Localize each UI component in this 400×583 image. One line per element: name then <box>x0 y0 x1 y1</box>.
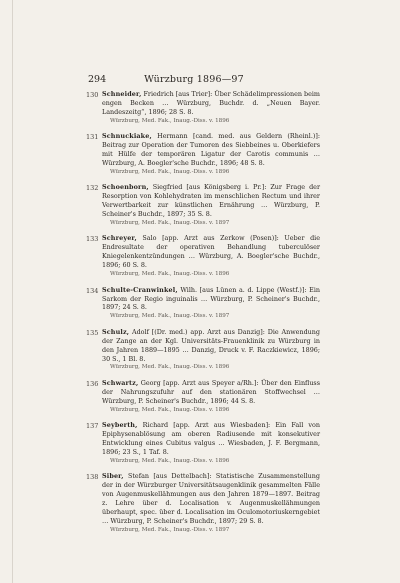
entry-text: Salo [app. Arzt aus Zerkow (Posen)]: Ueber die Endresultate der operativen Behandlung tuberculöser Kniegelenkentzündungen … Würzburg, A. Boegler'sche Buchdr., 1896; 60 S. 8. <box>102 234 320 270</box>
entry-number: 135 <box>86 328 99 337</box>
entry-citation <box>102 132 320 168</box>
entry-text: Stefan [aus Dettelbach]: Statistische Zusammenstellung der in der Würzburger Universitätsaugenklinik gesammelten Fälle von Augenmuskellähmungen aus den Jahren 1879—1897. Beitrag z. Lehre über d. Localisation v. Augenmuskellähmungen überhaupt, spec. über d. Localisation im Oculomotoriuskerngebiet … Würzburg, P. Scheiner's Buchdr., 1897; 29 S. 8. <box>102 472 320 525</box>
entry-text: Siegfried [aus Königsberg i. Pr.]: Zur Frage der Resorption von Kohlehydraten im menschlichen Rectum und ihrer Verwertbarkeit zur künstlichen Ernährung … Würzburg, P. Scheiner's Buchdr., 1897; 35 S. 8. <box>102 183 320 219</box>
entry-note: Würzburg, Med. Fak., Inaug.-Diss. v. 1897 <box>110 219 230 226</box>
page-gutter-line <box>12 0 13 583</box>
entry-number: 131 <box>86 133 99 142</box>
entry-citation <box>102 421 320 457</box>
entry-author: Seyberth, <box>102 421 138 430</box>
entry-citation <box>102 90 320 117</box>
entry-text: Georg [app. Arzt aus Speyer a/Rh.]: Über den Einfluss der Nahrungszufuhr auf den stationären Stoffwechsel … Würzburg, P. Scheiner's Buchdr., 1896; 44 S. 8. <box>102 378 320 405</box>
entry-citation <box>102 328 320 364</box>
entry-author: Schreyer, <box>102 234 137 243</box>
entry-citation <box>102 472 320 525</box>
entry-number: 133 <box>86 235 99 244</box>
entry-citation <box>102 183 320 219</box>
entry-number: 137 <box>86 422 99 431</box>
entry-citation <box>102 234 320 270</box>
entry-note: Würzburg, Med. Fak., Inaug.-Diss. v. 1896 <box>110 117 230 124</box>
entry-text: Wilh. [aus Lünen a. d. Lippe (Westf.)]: Ein Sarkom der Regio inguinalis … Würzburg, P. Scheiner's Buchdr., 1897; 24 S. 8. <box>102 285 320 312</box>
entry-citation <box>102 379 320 406</box>
entry-number: 130 <box>86 91 99 99</box>
entry-note: Würzburg, Med. Fak., Inaug.-Diss. v. 1896 <box>110 168 230 175</box>
entry-list <box>86 90 320 541</box>
entry-note: Würzburg, Med. Fak., Inaug.-Diss. v. 1896 <box>110 271 230 278</box>
entry-text: Richard [app. Arzt aus Wiesbaden]: Ein Fall von Epiphysenablösung am oberen Radiusende mit konsekutiver Entwicklung eines Cubitus valgus … Wiesbaden, J. F. Bergmann, 1896; 23 S., 1 Taf. 8. <box>102 421 320 456</box>
entry-note: Würzburg, Med. Fak., Inaug.-Diss. v. 1897 <box>110 313 230 320</box>
page-header <box>88 74 300 86</box>
list-item <box>86 132 320 176</box>
entry-text: Adolf [(Dr. med.) app. Arzt aus Danzig]: Die Anwendung der Zange an der Kgl. Universitäts-Frauenklinik zu Würzburg in den Jahren 1889—1895 … Danzig, Druck v. F. Raczkiewicz, 1896; 30 S., 1 Bl. 8. <box>102 327 320 363</box>
entry-author: Schneider, <box>102 90 142 98</box>
list-item <box>86 328 320 372</box>
entry-note: Würzburg, Med. Fak., Inaug.-Diss. v. 1896 <box>110 364 230 371</box>
entry-number: 136 <box>86 379 99 388</box>
entry-author: Schoenborn, <box>102 183 149 192</box>
entry-note: Würzburg, Med. Fak., Inaug.-Diss. v. 1897 <box>110 526 230 533</box>
running-title: Würzburg 1896—97 <box>144 74 244 85</box>
entry-note: Würzburg, Med. Fak., Inaug.-Diss. v. 1896 <box>110 457 230 464</box>
list-item <box>86 183 320 227</box>
list-item <box>86 379 320 414</box>
entry-author: Schnuckiake, <box>102 132 152 141</box>
entry-number: 132 <box>86 184 99 193</box>
entry-number: 134 <box>86 286 99 295</box>
entry-text: Friedrich [aus Trier]: Über Schädelimpressionen beim engen Becken … Würzburg, Buchdr. d. „Neuen Bayer. Landeszeitg“, 1896; 28 S. 8. <box>102 90 320 116</box>
list-item <box>86 90 320 125</box>
entry-author: Schulte-Cranwinkel, <box>102 285 178 294</box>
entry-author: Schwartz, <box>102 378 139 387</box>
list-item <box>86 472 320 533</box>
entry-note: Würzburg, Med. Fak., Inaug.-Diss. v. 1896 <box>110 406 230 413</box>
list-item <box>86 421 320 465</box>
page-number: 294 <box>88 74 107 85</box>
entry-number: 138 <box>86 473 99 482</box>
entry-author: Schulz, <box>102 327 130 336</box>
list-item <box>86 286 320 321</box>
list-item <box>86 234 320 278</box>
entry-author: Siber, <box>102 472 124 481</box>
entry-text: Hermann [cand. med. aus Geldern (Rheinl.)]: Beitrag zur Operation der Tumoren des Siebbeines u. Oberkiefers mit Hülfe der temporären Ligatur der Carotis communis … Würzburg, A. Boegler'sche Buchdr., 1896; 48 S. 8. <box>102 132 320 167</box>
entry-citation <box>102 286 320 313</box>
